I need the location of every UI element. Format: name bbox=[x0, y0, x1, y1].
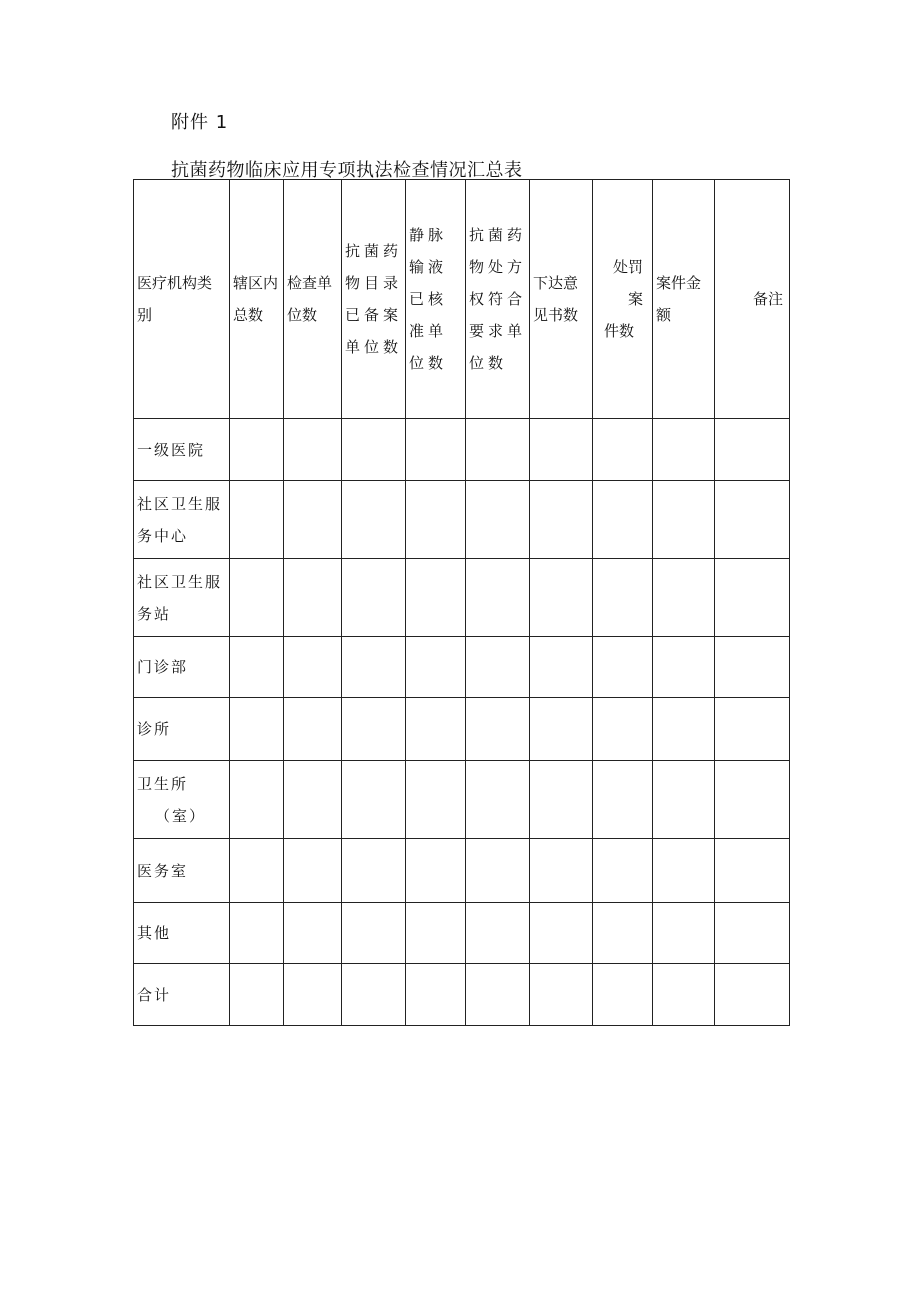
header-case-amount: 案件金额 bbox=[653, 180, 715, 419]
header-opinion-letters-issued: 下达意见书数 bbox=[530, 180, 593, 419]
table-cell bbox=[593, 419, 653, 481]
table-cell bbox=[230, 637, 284, 698]
table-row bbox=[134, 698, 790, 761]
table-cell bbox=[406, 698, 466, 761]
table-cell bbox=[342, 698, 406, 761]
table-cell bbox=[593, 761, 653, 839]
table-row bbox=[134, 964, 790, 1026]
row-category-line1: 卫生所 bbox=[137, 774, 189, 793]
header-penalty-line3: 件数 bbox=[604, 322, 635, 340]
table-cell bbox=[715, 419, 790, 481]
row-category: 合计 bbox=[134, 964, 230, 1026]
table-row bbox=[134, 559, 790, 637]
table-cell bbox=[593, 839, 653, 903]
table-cell bbox=[530, 637, 593, 698]
table-cell bbox=[342, 903, 406, 964]
document-title: 抗菌药物临床应用专项执法检查情况汇总表 bbox=[171, 160, 523, 181]
table-cell bbox=[593, 637, 653, 698]
table-cell bbox=[530, 839, 593, 903]
table-cell bbox=[230, 481, 284, 559]
attachment-label: 附件 1 bbox=[171, 112, 229, 133]
table-cell bbox=[406, 839, 466, 903]
table-cell bbox=[530, 903, 593, 964]
table-cell bbox=[406, 761, 466, 839]
row-category: 医务室 bbox=[134, 839, 230, 903]
table-cell bbox=[466, 839, 530, 903]
table-cell bbox=[230, 839, 284, 903]
header-remarks: 备注 bbox=[715, 180, 790, 419]
table-cell bbox=[406, 637, 466, 698]
table-cell bbox=[653, 698, 715, 761]
table-cell bbox=[284, 964, 342, 1026]
table-cell bbox=[406, 559, 466, 637]
table-cell bbox=[715, 839, 790, 903]
table-cell bbox=[466, 481, 530, 559]
header-penalty-line1: 处罚 bbox=[612, 258, 643, 276]
row-category: 诊所 bbox=[134, 698, 230, 761]
table-cell bbox=[230, 419, 284, 481]
table-cell bbox=[653, 637, 715, 698]
table-cell bbox=[715, 698, 790, 761]
table-cell bbox=[406, 903, 466, 964]
table-cell bbox=[466, 761, 530, 839]
table-cell bbox=[530, 419, 593, 481]
table-cell bbox=[653, 761, 715, 839]
table-cell bbox=[466, 559, 530, 637]
header-total-in-area: 辖区内总数 bbox=[230, 180, 284, 419]
table-cell bbox=[593, 964, 653, 1026]
row-category bbox=[134, 761, 230, 839]
table-cell bbox=[230, 964, 284, 1026]
table-cell bbox=[466, 964, 530, 1026]
table-cell bbox=[230, 698, 284, 761]
table-cell bbox=[653, 559, 715, 637]
table-row bbox=[134, 419, 790, 481]
table-cell bbox=[342, 964, 406, 1026]
summary-table bbox=[133, 179, 790, 1026]
table-cell bbox=[530, 964, 593, 1026]
header-category: 医疗机构类别 bbox=[134, 180, 230, 419]
table-cell bbox=[593, 903, 653, 964]
table-row bbox=[134, 761, 790, 839]
table-cell bbox=[653, 419, 715, 481]
table-cell bbox=[406, 964, 466, 1026]
table-cell bbox=[284, 903, 342, 964]
table-cell bbox=[284, 481, 342, 559]
table-cell bbox=[284, 419, 342, 481]
table-cell bbox=[230, 761, 284, 839]
table-cell bbox=[715, 964, 790, 1026]
table-cell bbox=[530, 698, 593, 761]
table-cell bbox=[593, 481, 653, 559]
table-cell bbox=[653, 964, 715, 1026]
table-cell bbox=[230, 559, 284, 637]
table-cell bbox=[653, 903, 715, 964]
row-category: 其他 bbox=[134, 903, 230, 964]
table-cell bbox=[342, 761, 406, 839]
table-cell bbox=[466, 903, 530, 964]
table-cell bbox=[284, 698, 342, 761]
table-cell bbox=[715, 481, 790, 559]
header-antibiotic-catalog-filed: 抗菌药物目录已备案单位数 bbox=[342, 180, 406, 419]
table-cell bbox=[530, 481, 593, 559]
table-cell bbox=[466, 419, 530, 481]
table-cell bbox=[593, 698, 653, 761]
table-cell bbox=[530, 761, 593, 839]
table-cell bbox=[342, 637, 406, 698]
header-inspected-units: 检查单位数 bbox=[284, 180, 342, 419]
table-cell bbox=[342, 481, 406, 559]
header-penalty-line2: 案 bbox=[627, 290, 643, 308]
table-cell bbox=[466, 698, 530, 761]
header-prescription-authority-compliant: 抗菌药物处方权符合要求单位数 bbox=[466, 180, 530, 419]
table-cell bbox=[715, 903, 790, 964]
header-penalty-cases bbox=[593, 180, 653, 419]
table-cell bbox=[653, 481, 715, 559]
table-cell bbox=[715, 637, 790, 698]
table-cell bbox=[530, 559, 593, 637]
table-cell bbox=[653, 839, 715, 903]
row-category: 社区卫生服务站 bbox=[134, 559, 230, 637]
row-category: 一级医院 bbox=[134, 419, 230, 481]
table-cell bbox=[342, 839, 406, 903]
table-cell bbox=[284, 761, 342, 839]
table-cell bbox=[284, 839, 342, 903]
header-iv-infusion-approved: 静脉输液已核准单位数 bbox=[406, 180, 466, 419]
row-category-line2: （室） bbox=[155, 806, 207, 825]
table-cell bbox=[342, 419, 406, 481]
table-row bbox=[134, 839, 790, 903]
table-cell bbox=[593, 559, 653, 637]
table-cell bbox=[284, 559, 342, 637]
table-cell bbox=[406, 419, 466, 481]
header-row bbox=[134, 180, 790, 419]
row-category: 社区卫生服务中心 bbox=[134, 481, 230, 559]
row-category: 门诊部 bbox=[134, 637, 230, 698]
table-cell bbox=[284, 637, 342, 698]
table-cell bbox=[715, 761, 790, 839]
table-cell bbox=[466, 637, 530, 698]
table-cell bbox=[342, 559, 406, 637]
table-row bbox=[134, 637, 790, 698]
table-cell bbox=[230, 903, 284, 964]
table-cell bbox=[715, 559, 790, 637]
table-row bbox=[134, 481, 790, 559]
table-row bbox=[134, 903, 790, 964]
table-cell bbox=[406, 481, 466, 559]
